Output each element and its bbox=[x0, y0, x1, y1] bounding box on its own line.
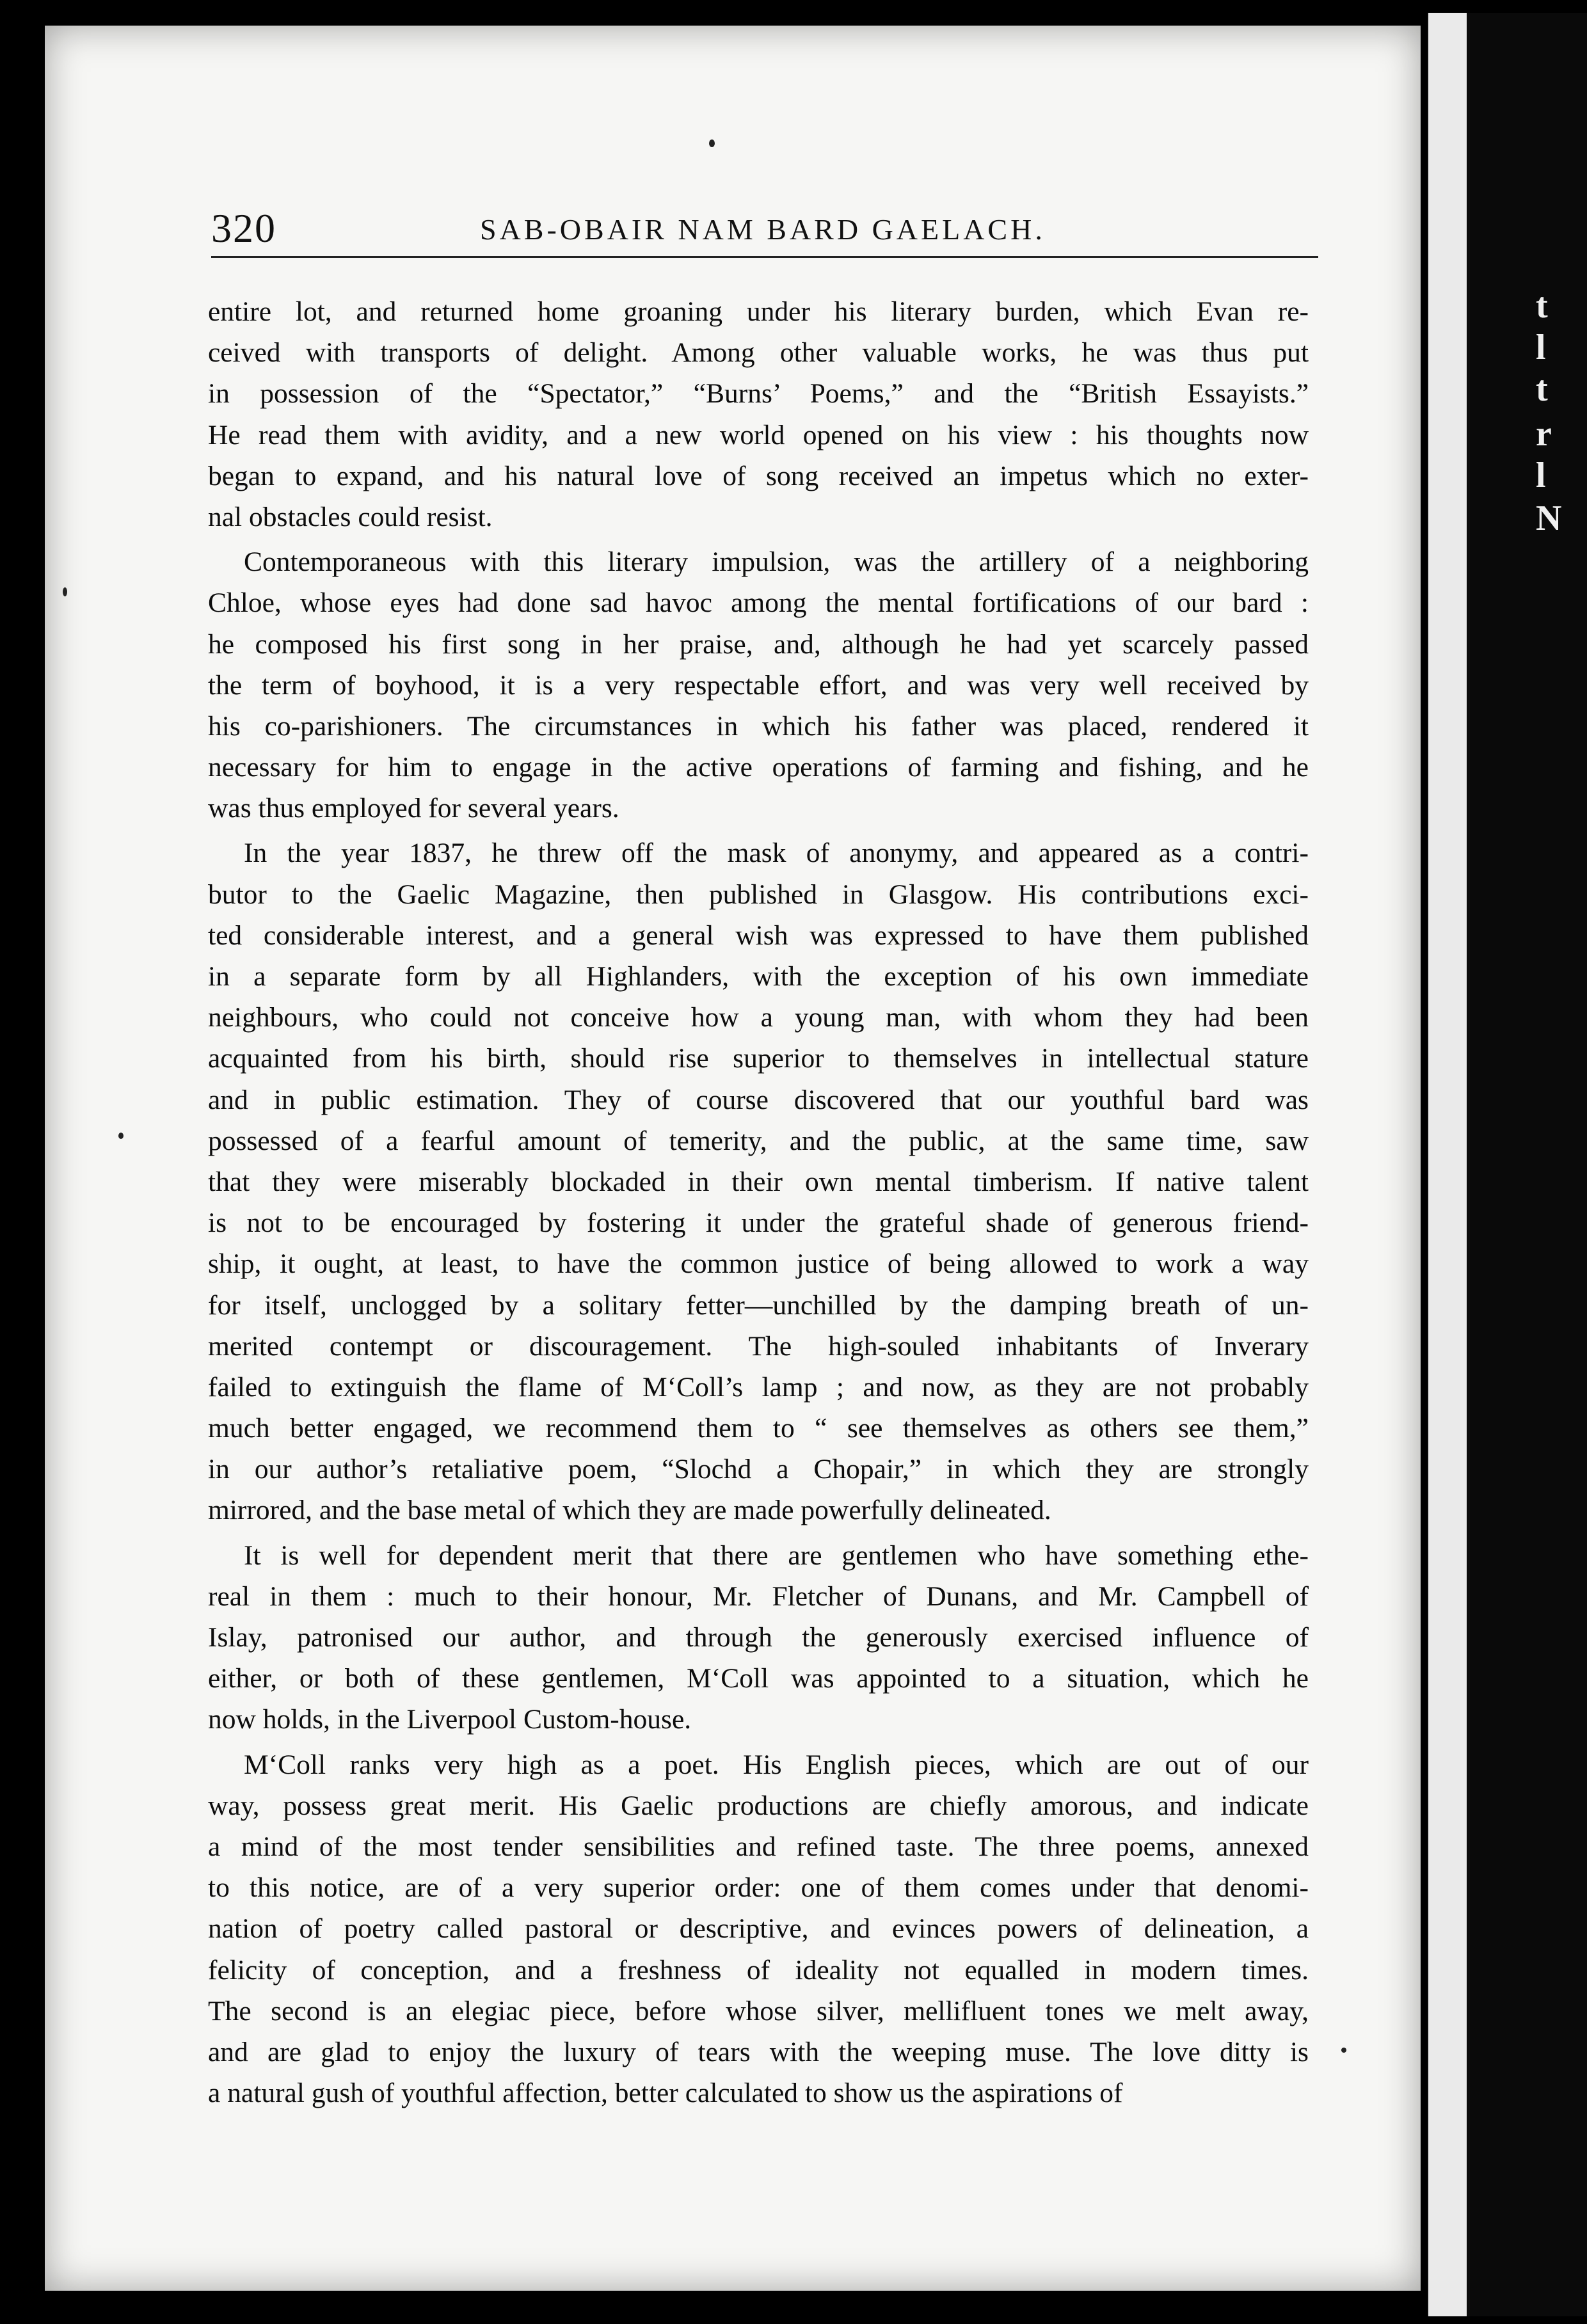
text-line: possessed of a fearful amount of temerity, and the public, at the same time, saw bbox=[208, 1125, 1309, 1156]
text-line: is not to be encouraged by fostering it under the grateful shade of generous friend- bbox=[208, 1207, 1309, 1239]
margin-fragment: t bbox=[1536, 369, 1548, 409]
text-line: in a separate form by all Highlanders, with the exception of his own immediate bbox=[208, 961, 1309, 992]
text-line: Islay, patronised our author, and through the generously exercised influence of bbox=[208, 1622, 1309, 1653]
text-line: his co-parishioners. The circumstances in which his father was placed, rendered it bbox=[208, 710, 1309, 742]
paragraph bbox=[208, 291, 1309, 537]
text-line: that they were miserably blockaded in their own mental timberism. If native talent bbox=[208, 1166, 1309, 1197]
margin-fragment: N bbox=[1536, 498, 1562, 538]
page-gutter-strip bbox=[1428, 13, 1467, 2316]
text-line: ceived with transports of delight. Among other valuable works, he was thus put bbox=[208, 337, 1309, 369]
ink-speck bbox=[118, 1133, 124, 1139]
text-line: acquainted from his birth, should rise superior to themselves in intellectual stature bbox=[208, 1043, 1309, 1074]
running-head bbox=[211, 205, 1318, 258]
text-line: and in public estimation. They of course discovered that our youthful bard was bbox=[208, 1084, 1309, 1115]
margin-fragment: l bbox=[1536, 456, 1546, 495]
ink-speck bbox=[1341, 2048, 1346, 2053]
margin-fragment: t bbox=[1536, 286, 1548, 326]
text-line: mirrored, and the base metal of which they are made powerfully delineated. bbox=[208, 1495, 1051, 1526]
text-line: way, possess great merit. His Gaelic productions are chiefly amorous, and indicate bbox=[208, 1790, 1309, 1821]
ink-speck bbox=[709, 139, 715, 147]
text-line: neighbours, who could not conceive how a young man, with whom they had been bbox=[208, 1002, 1309, 1033]
text-line: the term of boyhood, it is a very respectable effort, and was very well received by bbox=[208, 669, 1309, 701]
margin-fragment: l bbox=[1536, 328, 1546, 367]
text-line: It is well for dependent merit that there are gentlemen who have something ethe- bbox=[244, 1540, 1309, 1571]
paragraph bbox=[208, 541, 1309, 829]
text-line: and are glad to enjoy the luxury of tears with the weeping muse. The love ditty is bbox=[208, 2036, 1309, 2067]
text-line: entire lot, and returned home groaning under his literary burden, which Evan re- bbox=[208, 296, 1309, 327]
text-line: in our author’s retaliative poem, “Slochd a Chopair,” in which they are strongly bbox=[208, 1454, 1309, 1485]
page-number: 320 bbox=[211, 205, 276, 251]
margin-fragment: r bbox=[1536, 414, 1552, 454]
text-line: nal obstacles could resist. bbox=[208, 501, 493, 532]
text-line: was thus employed for several years. bbox=[208, 793, 619, 824]
text-line: butor to the Gaelic Magazine, then published in Glasgow. His contributions exci- bbox=[208, 879, 1309, 910]
text-line: a natural gush of youthful affection, better calculated to show us the aspirations of bbox=[208, 2078, 1123, 2109]
text-line: began to expand, and his natural love of song received an impetus which no exter- bbox=[208, 460, 1309, 491]
text-line: Chloe, whose eyes had done sad havoc among the mental fortifications of our bard : bbox=[208, 587, 1309, 619]
body-text bbox=[208, 291, 1309, 2113]
running-title: SAB-OBAIR NAM BARD GAELACH. bbox=[480, 213, 1046, 246]
paragraph bbox=[208, 832, 1309, 1531]
text-line: either, or both of these gentlemen, M‘Coll was appointed to a situation, which he bbox=[208, 1663, 1309, 1694]
text-line: failed to extinguish the flame of M‘Coll’s lamp ; and now, as they are not probably bbox=[208, 1371, 1309, 1403]
text-line: now holds, in the Liverpool Custom-house. bbox=[208, 1704, 692, 1735]
paragraph bbox=[208, 1744, 1309, 2114]
ink-speck bbox=[63, 587, 67, 596]
text-line: necessary for him to engage in the active operations of farming and fishing, and he bbox=[208, 752, 1309, 783]
text-line: merited contempt or discouragement. The high-souled inhabitants of Inverary bbox=[208, 1330, 1309, 1362]
text-line: much better engaged, we recommend them to “ see themselves as others see them,” bbox=[208, 1413, 1309, 1444]
text-line: a mind of the most tender sensibilities and refined taste. The three poems, annexed bbox=[208, 1831, 1309, 1862]
text-line: Contemporaneous with this literary impulsion, was the artillery of a neighboring bbox=[244, 546, 1309, 578]
text-line: he composed his first song in her praise, and, although he had yet scarcely passed bbox=[208, 628, 1309, 660]
text-line: in possession of the “Spectator,” “Burns’ Poems,” and the “British Essayists.” bbox=[208, 378, 1309, 410]
text-line: M‘Coll ranks very high as a poet. His English pieces, which are out of our bbox=[244, 1749, 1309, 1780]
text-line: real in them : much to their honour, Mr. Fletcher of Dunans, and Mr. Campbell of bbox=[208, 1580, 1309, 1612]
text-line: The second is an elegiac piece, before whose silver, mellifluent tones we melt away, bbox=[208, 1995, 1309, 2026]
text-line: for itself, unclogged by a solitary fetter—unchilled by the damping breath of un- bbox=[208, 1289, 1309, 1321]
paragraph bbox=[208, 1535, 1309, 1740]
text-line: to this notice, are of a very superior order: one of them comes under that denomi- bbox=[208, 1872, 1309, 1904]
text-line: nation of poetry called pastoral or descriptive, and evinces powers of delineation, a bbox=[208, 1913, 1309, 1945]
text-line: In the year 1837, he threw off the mask of anonymy, and appeared as a contri- bbox=[244, 838, 1309, 869]
text-line: felicity of conception, and a freshness of ideality not equalled in modern times. bbox=[208, 1954, 1309, 1986]
text-line: ship, it ought, at least, to have the common justice of being allowed to work a way bbox=[208, 1248, 1309, 1280]
text-line: He read them with avidity, and a new world opened on his view : his thoughts now bbox=[208, 419, 1309, 450]
text-line: ted considerable interest, and a general wish was expressed to have them published bbox=[208, 919, 1309, 951]
